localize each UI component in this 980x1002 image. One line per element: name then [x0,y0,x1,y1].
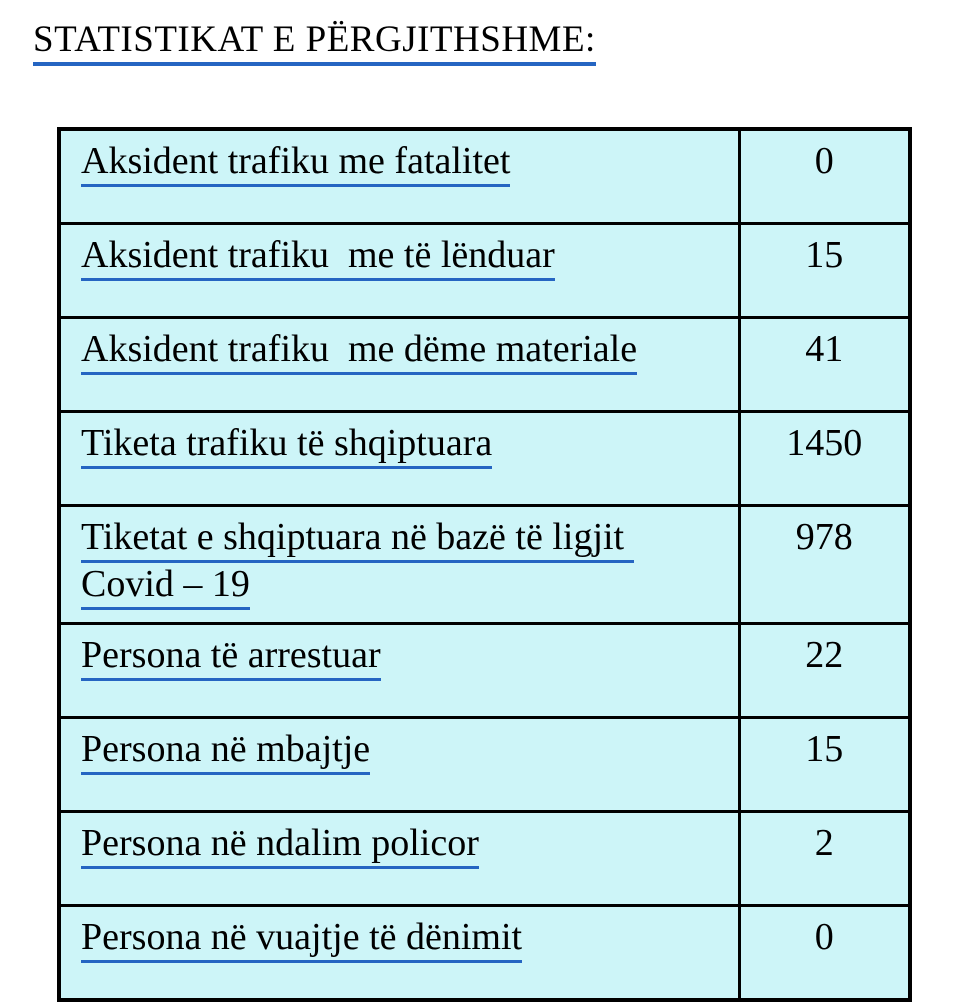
stat-label-link[interactable]: Tiketa trafiku të shqiptuara [81,422,492,469]
table-row [59,906,910,1001]
stat-label-cell [59,906,739,1001]
table-row [59,718,910,812]
stat-label-link[interactable]: Persona të arrestuar [81,634,381,681]
stat-label-cell [59,224,739,318]
stat-label-link[interactable]: Tiketat e shqiptuara në bazë të ligjit Covid – 19 [81,516,634,610]
stat-label-link[interactable]: Aksident trafiku me të lënduar [81,234,555,281]
stat-value: 978 [739,506,910,624]
stat-label-cell [59,129,739,224]
stat-label-link[interactable]: Aksident trafiku me fatalitet [81,140,510,187]
stat-label-cell [59,718,739,812]
table-row [59,224,910,318]
stat-value: 0 [739,906,910,1001]
table-row [59,506,910,624]
stat-label-link[interactable]: Aksident trafiku me dëme materiale [81,328,637,375]
table-row [59,318,910,412]
table-row [59,412,910,506]
stat-value: 2 [739,812,910,906]
statistics-table [57,127,912,1002]
page-title-text: STATISTIKAT E PËRGJITHSHME: [33,19,596,66]
stat-value: 41 [739,318,910,412]
stat-label-link[interactable]: Persona në vuajtje të dënimit [81,916,522,963]
stat-value: 0 [739,129,910,224]
stat-label-cell [59,812,739,906]
stat-label-cell [59,318,739,412]
stat-label-link[interactable]: Persona në ndalim policor [81,822,479,869]
stat-value: 15 [739,224,910,318]
stat-label-cell [59,412,739,506]
stat-label-link[interactable]: Persona në mbajtje [81,728,370,775]
table-row [59,624,910,718]
stat-label-cell [59,506,739,624]
stat-value: 22 [739,624,910,718]
statistics-table-body [59,129,910,1000]
page-title [33,18,596,61]
table-row [59,812,910,906]
stat-value: 15 [739,718,910,812]
stat-value: 1450 [739,412,910,506]
stat-label-cell [59,624,739,718]
table-row [59,129,910,224]
